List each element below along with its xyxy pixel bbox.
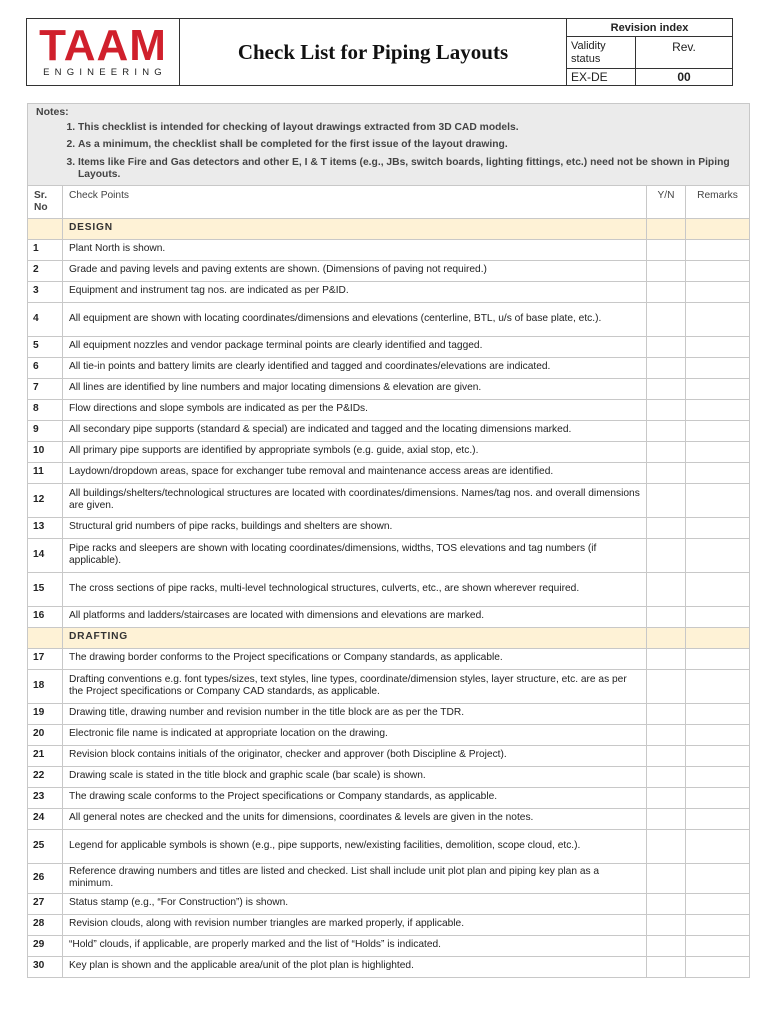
check-point-text: Drawing title, drawing number and revision number in the title block are as per the TDR. (63, 703, 647, 724)
note-item: 2. As a minimum, the checklist shall be completed for the first issue of the layout drawing. (78, 139, 741, 152)
logo-tagline: ENGINEERING (43, 67, 167, 78)
yn-cell[interactable] (647, 745, 686, 766)
yn-cell[interactable] (647, 606, 686, 627)
check-point-text: All primary pipe supports are identified by appropriate symbols (e.g. guide, axial stop, etc.). (63, 441, 647, 462)
checklist-row (28, 724, 750, 745)
remarks-cell[interactable] (686, 441, 750, 462)
checklist-row (28, 357, 750, 378)
remarks-cell[interactable] (686, 648, 750, 669)
row-number: 16 (28, 606, 63, 627)
checklist-row (28, 893, 750, 914)
remarks-cell[interactable] (686, 669, 750, 703)
checklist-row (28, 669, 750, 703)
yn-cell[interactable] (647, 956, 686, 977)
yn-cell[interactable] (647, 441, 686, 462)
yn-cell[interactable] (647, 935, 686, 956)
remarks-cell[interactable] (686, 787, 750, 808)
section-header-blank (28, 218, 63, 239)
checklist-row (28, 745, 750, 766)
logo-wordmark: TAAM (39, 21, 167, 70)
yn-cell[interactable] (647, 829, 686, 863)
row-number: 27 (28, 893, 63, 914)
validity-status-label: Validity status (567, 37, 636, 69)
yn-cell[interactable] (647, 766, 686, 787)
remarks-cell[interactable] (686, 703, 750, 724)
row-number: 24 (28, 808, 63, 829)
row-number: 15 (28, 572, 63, 606)
notes-row (28, 104, 750, 186)
checklist-row (28, 441, 750, 462)
check-point-text: Drafting conventions e.g. font types/sizes, text styles, line types, coordinate/dimension styles, layer structure, etc. are as per the Project specifications or Company CAD standards, as applicable. (63, 669, 647, 703)
remarks-cell[interactable] (686, 462, 750, 483)
check-point-text: Plant North is shown. (63, 239, 647, 260)
row-number: 26 (28, 863, 63, 893)
row-number: 4 (28, 302, 63, 336)
section-title: DESIGN (63, 218, 647, 239)
checklist-row (28, 703, 750, 724)
section-yn-blank (647, 218, 686, 239)
yn-cell[interactable] (647, 420, 686, 441)
checklist-row (28, 808, 750, 829)
checklist-row (28, 483, 750, 517)
notes-block (28, 104, 750, 186)
section-remarks-blank (686, 218, 750, 239)
row-number: 7 (28, 378, 63, 399)
row-number: 5 (28, 336, 63, 357)
yn-cell[interactable] (647, 378, 686, 399)
check-point-text: “Hold” clouds, if applicable, are properly marked and the list of “Holds” is indicated. (63, 935, 647, 956)
remarks-cell[interactable] (686, 538, 750, 572)
column-header-check-points: Check Points (63, 185, 647, 218)
remarks-cell[interactable] (686, 745, 750, 766)
note-item: 3. Items like Fire and Gas detectors and other E, I & T items (e.g., JBs, switch boards, lighting fittings, etc.) need not be shown in Piping Layouts. (78, 157, 741, 182)
remarks-cell[interactable] (686, 336, 750, 357)
yn-cell[interactable] (647, 787, 686, 808)
note-item: 1. This checklist is intended for checking of layout drawings extracted from 3D CAD models. (78, 122, 741, 135)
yn-cell[interactable] (647, 703, 686, 724)
yn-cell[interactable] (647, 914, 686, 935)
row-number: 11 (28, 462, 63, 483)
row-number: 14 (28, 538, 63, 572)
row-number: 22 (28, 766, 63, 787)
yn-cell[interactable] (647, 808, 686, 829)
checklist-row (28, 336, 750, 357)
notes-title: Notes: (36, 106, 69, 118)
check-point-text: The cross sections of pipe racks, multi-level technological structures, culverts, etc., are shown wherever required. (63, 572, 647, 606)
section-title: DRAFTING (63, 627, 647, 648)
remarks-cell[interactable] (686, 572, 750, 606)
rev-label: Rev. (636, 37, 733, 69)
remarks-cell[interactable] (686, 302, 750, 336)
check-point-text: Key plan is shown and the applicable area/unit of the plot plan is highlighted. (63, 956, 647, 977)
column-header-yn: Y/N (647, 185, 686, 218)
remarks-cell[interactable] (686, 914, 750, 935)
revision-index-label: Revision index (567, 19, 733, 37)
remarks-cell[interactable] (686, 517, 750, 538)
validity-status-value: EX-DE (567, 69, 636, 86)
yn-cell[interactable] (647, 863, 686, 893)
checklist-row (28, 829, 750, 863)
checklist-row (28, 648, 750, 669)
section-header-blank (28, 627, 63, 648)
checklist-row (28, 787, 750, 808)
check-point-text: Structural grid numbers of pipe racks, buildings and shelters are shown. (63, 517, 647, 538)
remarks-cell[interactable] (686, 357, 750, 378)
remarks-cell[interactable] (686, 606, 750, 627)
yn-cell[interactable] (647, 893, 686, 914)
yn-cell[interactable] (647, 483, 686, 517)
yn-cell[interactable] (647, 302, 686, 336)
checklist-row (28, 538, 750, 572)
remarks-cell[interactable] (686, 239, 750, 260)
row-number: 29 (28, 935, 63, 956)
check-point-text: Grade and paving levels and paving extents are shown. (Dimensions of paving not required.) (63, 260, 647, 281)
check-point-text: All lines are identified by line numbers and major locating dimensions & elevation are given. (63, 378, 647, 399)
checklist-row (28, 260, 750, 281)
check-point-text: Laydown/dropdown areas, space for exchanger tube removal and maintenance access areas are identified. (63, 462, 647, 483)
check-point-text: Pipe racks and sleepers are shown with locating coordinates/dimensions, widths, TOS elevations and tag numbers (if applicable). (63, 538, 647, 572)
row-number: 17 (28, 648, 63, 669)
row-number: 1 (28, 239, 63, 260)
check-point-text: All equipment nozzles and vendor package terminal points are clearly identified and tagged. (63, 336, 647, 357)
section-yn-blank (647, 627, 686, 648)
remarks-cell[interactable] (686, 863, 750, 893)
row-number: 18 (28, 669, 63, 703)
checklist-table (27, 103, 750, 978)
row-number: 13 (28, 517, 63, 538)
yn-cell[interactable] (647, 572, 686, 606)
yn-cell[interactable] (647, 399, 686, 420)
column-header-sr-no: Sr. No (28, 185, 63, 218)
remarks-cell[interactable] (686, 399, 750, 420)
revision-number: 00 (636, 69, 733, 86)
check-point-text: All general notes are checked and the units for dimensions, coordinates & levels are given in the notes. (63, 808, 647, 829)
yn-cell[interactable] (647, 669, 686, 703)
yn-cell[interactable] (647, 517, 686, 538)
row-number: 6 (28, 357, 63, 378)
remarks-cell[interactable] (686, 483, 750, 517)
company-logo (27, 19, 180, 86)
page-title: Check List for Piping Layouts (180, 19, 567, 86)
checklist-row (28, 302, 750, 336)
remarks-cell[interactable] (686, 260, 750, 281)
row-number: 21 (28, 745, 63, 766)
row-number: 9 (28, 420, 63, 441)
check-point-text: Equipment and instrument tag nos. are indicated as per P&ID. (63, 281, 647, 302)
row-number: 28 (28, 914, 63, 935)
checklist-row (28, 378, 750, 399)
checklist-row (28, 517, 750, 538)
check-point-text: The drawing scale conforms to the Project specifications or Company standards, as applicable. (63, 787, 647, 808)
remarks-cell[interactable] (686, 420, 750, 441)
column-header-remarks: Remarks (686, 185, 750, 218)
remarks-cell[interactable] (686, 956, 750, 977)
check-point-text: All buildings/shelters/technological structures are located with coordinates/dimensions. Names/tag nos. and overall dimensions are given. (63, 483, 647, 517)
row-number: 20 (28, 724, 63, 745)
remarks-cell[interactable] (686, 766, 750, 787)
check-point-text: Revision clouds, along with revision number triangles are marked properly, if applicable. (63, 914, 647, 935)
checklist-row (28, 572, 750, 606)
yn-cell[interactable] (647, 724, 686, 745)
row-number: 10 (28, 441, 63, 462)
check-point-text: Status stamp (e.g., “For Construction”) is shown. (63, 893, 647, 914)
row-number: 25 (28, 829, 63, 863)
row-number: 19 (28, 703, 63, 724)
remarks-cell[interactable] (686, 829, 750, 863)
document-header (26, 18, 733, 86)
yn-cell[interactable] (647, 538, 686, 572)
remarks-cell[interactable] (686, 808, 750, 829)
notes-list (36, 122, 741, 182)
checklist-row (28, 956, 750, 977)
remarks-cell[interactable] (686, 281, 750, 302)
column-header-row (28, 185, 750, 218)
check-point-text: All platforms and ladders/staircases are located with dimensions and elevations are marked. (63, 606, 647, 627)
yn-cell[interactable] (647, 462, 686, 483)
checklist-row (28, 420, 750, 441)
row-number: 2 (28, 260, 63, 281)
section-header-row (28, 627, 750, 648)
checklist-row (28, 281, 750, 302)
checklist-row (28, 399, 750, 420)
check-point-text: Flow directions and slope symbols are indicated as per the P&IDs. (63, 399, 647, 420)
check-point-text: All secondary pipe supports (standard & special) are indicated and tagged and the locating dimensions marked. (63, 420, 647, 441)
section-header-row (28, 218, 750, 239)
check-point-text: Reference drawing numbers and titles are listed and checked. List shall include unit plot plan and piping key plan as a minimum. (63, 863, 647, 893)
checklist-row (28, 606, 750, 627)
yn-cell[interactable] (647, 336, 686, 357)
yn-cell[interactable] (647, 281, 686, 302)
section-remarks-blank (686, 627, 750, 648)
remarks-cell[interactable] (686, 724, 750, 745)
checklist-row (28, 863, 750, 893)
checklist-row (28, 766, 750, 787)
yn-cell[interactable] (647, 648, 686, 669)
checklist-row (28, 462, 750, 483)
remarks-cell[interactable] (686, 378, 750, 399)
yn-cell[interactable] (647, 239, 686, 260)
row-number: 8 (28, 399, 63, 420)
remarks-cell[interactable] (686, 935, 750, 956)
check-point-text: The drawing border conforms to the Project specifications or Company standards, as applicable. (63, 648, 647, 669)
check-point-text: Electronic file name is indicated at appropriate location on the drawing. (63, 724, 647, 745)
checklist-row (28, 239, 750, 260)
check-point-text: All equipment are shown with locating coordinates/dimensions and elevations (centerline, BTL, u/s of base plate, etc.). (63, 302, 647, 336)
yn-cell[interactable] (647, 260, 686, 281)
row-number: 12 (28, 483, 63, 517)
checklist-row (28, 914, 750, 935)
row-number: 30 (28, 956, 63, 977)
checklist-row (28, 935, 750, 956)
check-point-text: Revision block contains initials of the originator, checker and approver (both Discipline & Project). (63, 745, 647, 766)
check-point-text: Drawing scale is stated in the title block and graphic scale (bar scale) is shown. (63, 766, 647, 787)
check-point-text: All tie-in points and battery limits are clearly identified and tagged and coordinates/elevations are indicated. (63, 357, 647, 378)
remarks-cell[interactable] (686, 893, 750, 914)
yn-cell[interactable] (647, 357, 686, 378)
row-number: 23 (28, 787, 63, 808)
check-point-text: Legend for applicable symbols is shown (e.g., pipe supports, new/existing facilities, demolition, scope cloud, etc.). (63, 829, 647, 863)
row-number: 3 (28, 281, 63, 302)
